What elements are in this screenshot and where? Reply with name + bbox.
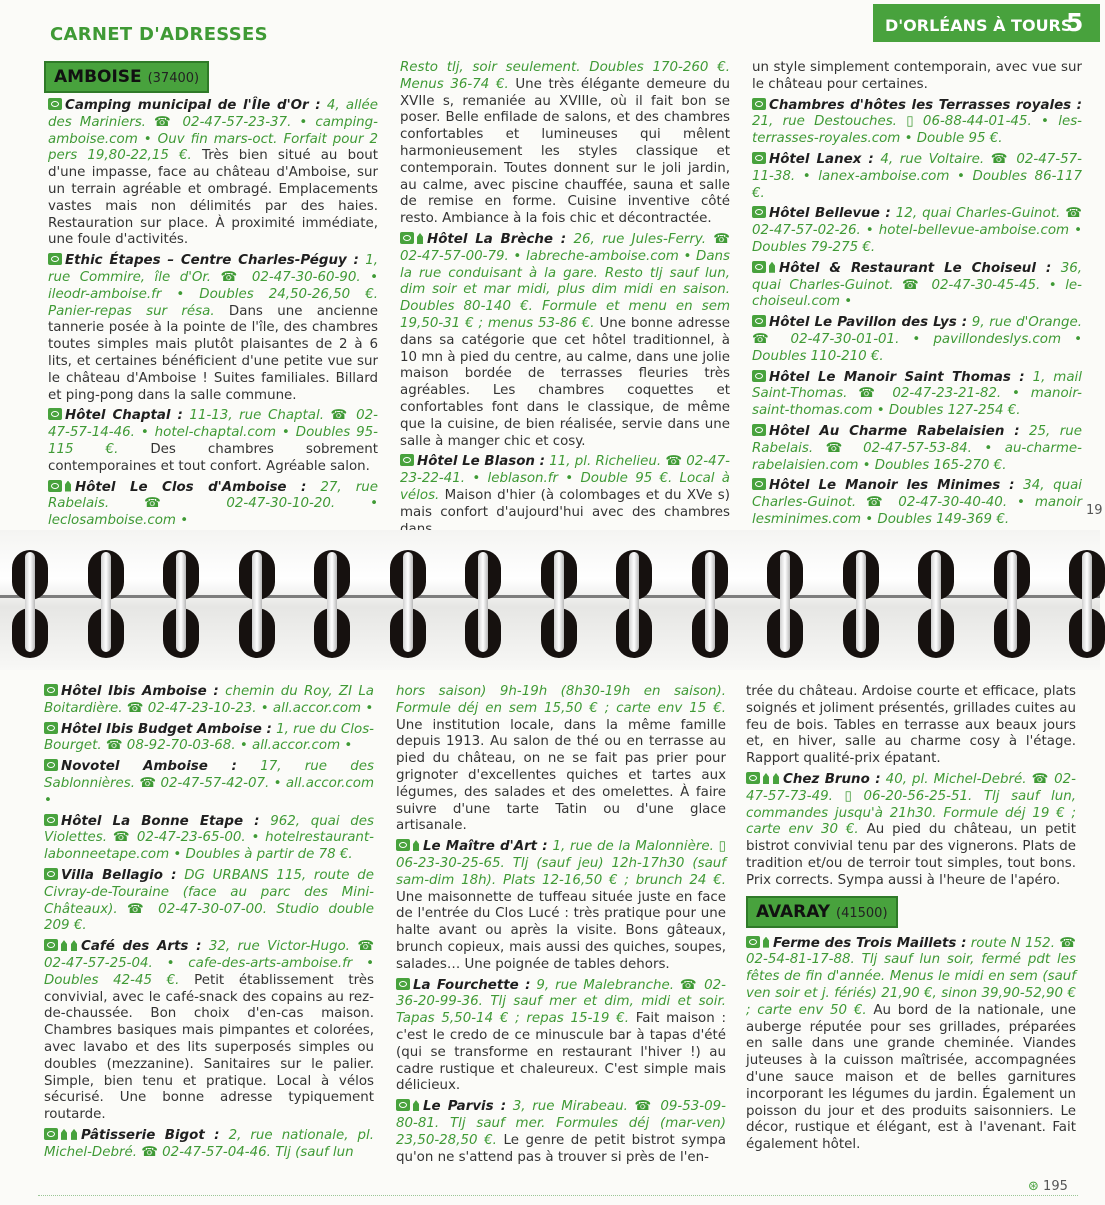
entry-description: Au bord de la nationale, une auberge réputée pour ses grillades, préparées en salle dans une grande cheminée. Viandes juteuses à la cuisson maîtrisée, accompagnées d'une sauce maison et de belles garnitures incorporant les légumes du jardin. Également un poisson du jour et des produits saisonniers. Le décor, rustique et élégant, est à l'avenant. Fait également hôtel. xyxy=(746,1002,1076,1153)
address-entry xyxy=(400,60,730,228)
address-entry xyxy=(44,1128,374,1162)
hotel-icon xyxy=(48,408,62,420)
hotel-icon xyxy=(752,370,766,382)
page-number-side: 19 xyxy=(1086,503,1103,518)
cup-icon xyxy=(61,1129,67,1140)
address-entry xyxy=(746,936,1076,1154)
entry-name: Hôtel Lanex : xyxy=(769,151,874,167)
address-entry xyxy=(752,424,1082,474)
umbrella-icon xyxy=(413,1100,419,1111)
umbrella-icon xyxy=(71,1129,77,1140)
bed-icon xyxy=(44,939,58,951)
address-entry xyxy=(752,206,1082,256)
entry-description: Dans une ancienne tannerie posée à la pointe de l'île, des chambres toutes simples mais plutôt plaisantes de 2 à 6 lits, et certaines bénéficient d'une petite vue sur le château d'Amboise ! Suites familiales. Billard et ping-pong dans la salle commune. xyxy=(48,303,379,403)
entry-info: 17, rue des Sablonnières. ☎ 02-47-57-42-07. • all.accor.com • xyxy=(44,759,374,808)
cup-icon xyxy=(413,840,419,851)
address-entry xyxy=(752,261,1082,311)
entry-info: 4, allée des Mariniers. ☎ 02-47-57-23-37. • camping-amboise.com • Ouv fin mars-oct. Forfait pour 2 pers 19,80-22,15 €. xyxy=(48,98,378,164)
column-4 xyxy=(44,684,374,1166)
entry-name: Villa Bellagio : xyxy=(61,867,177,883)
spiral-ring xyxy=(403,552,413,652)
entry-name: Chambres d'hôtes les Terrasses royales : xyxy=(769,97,1082,113)
entry-description: Des chambres sobrement contemporaines et tout confort. Agréable salon. xyxy=(48,441,378,474)
address-entry xyxy=(44,722,374,756)
column-3 xyxy=(752,60,1082,533)
entry-description: un style simplement contemporain, avec vue sur le château pour certaines. xyxy=(752,60,1082,92)
entry-name: Le Parvis : xyxy=(423,1099,507,1115)
chapter-number: 5 xyxy=(1066,8,1084,37)
lower-page xyxy=(0,680,1100,1205)
entry-name: Le Maître d'Art : xyxy=(423,839,548,855)
spiral-ring xyxy=(327,552,337,652)
entry-description: Une institution locale, dans la même famille depuis 1913. Au salon de thé ou en terrasse au pied du château, on ne se fait pas prier pour grignoter d'excellentes quiches et tartes aux légumes, des salades et des omelettes. À faire suivre d'une tarte Tatin ou d'une glace artisanale. xyxy=(396,717,726,834)
address-entry xyxy=(44,814,374,864)
camping-icon xyxy=(48,98,62,110)
entry-name: Hôtel La Brèche : xyxy=(427,231,567,247)
column-1 xyxy=(48,98,378,534)
restaurant-icon xyxy=(65,481,71,492)
entry-description: Une maisonnette de tuffeau située juste en face de l'entrée du Clos Lucé : très pratique pour une halte avant ou après la visite. Bons gâteaux, brunch copieux, mais aussi des quiches, soupes, salades… Une poignée de tables dehors. xyxy=(396,889,726,972)
column-6-wrapper xyxy=(746,684,1076,1158)
entry-info: hors saison) 9h-19h (8h30-19h en saison). Formule déj en sem 15,50 € ; carte env 15 €. xyxy=(396,684,726,716)
address-entry xyxy=(746,684,1076,768)
address-entry xyxy=(48,408,378,475)
restaurant-icon xyxy=(44,1128,58,1140)
column-2 xyxy=(400,60,730,542)
entry-name: Hôtel Au Charme Rabelaisien : xyxy=(769,423,1020,439)
entry-name: Hôtel Le Blason : xyxy=(417,454,545,470)
entry-info: 1, mail Saint-Thomas. ☎ 02-47-23-21-82. • manoir-saint-thomas.com • Doubles 127-254 €. xyxy=(752,369,1082,419)
umbrella-icon xyxy=(773,773,779,784)
entry-name: La Fourchette : xyxy=(413,977,531,993)
hotel-icon xyxy=(752,206,766,218)
address-entry xyxy=(44,684,374,718)
entry-description: Fait maison : c'est le credo de ce minuscule bar à tapas d'été (qui se transforme en restaurant l'hiver !) au cadre rustique et chaleureux. C'est simple mais délicieux. xyxy=(396,1011,726,1094)
entry-info: 3, rue Mirabeau. ☎ 09-53-09-80-81. Tlj sauf mer. Formules déj (mar-ven) 23,50-28,50 €. xyxy=(396,1099,726,1148)
entry-info: 32, rue Victor-Hugo. ☎ 02-47-57-25-04. • cafe-des-arts-amboise.fr • Doubles 42-45 €. xyxy=(44,939,374,988)
city-heading-amboise xyxy=(44,61,209,93)
entry-name: Camping municipal de l'Île d'Or : xyxy=(65,98,321,113)
entry-name: Hôtel Le Clos d'Amboise : xyxy=(75,479,307,495)
entry-info: 9, rue d'Orange. ☎ 02-47-30-01-01. • pavillondeslys.com • Doubles 110-210 €. xyxy=(752,315,1083,364)
entry-description: Maison d'hier (à colombages et du XVe s) mais confort d'aujourd'hui avec des chambres xyxy=(400,487,730,520)
entry-info: 11, pl. Richelieu. ☎ 02-47-23-22-41. • leblason.fr • Double 95 €. Local à vélos. xyxy=(400,454,731,503)
entry-name: Novotel Amboise : xyxy=(61,759,237,775)
entry-info: 1, rue de la Malonnière. ▯ 06-23-30-25-65. Tlj (sauf jeu) 12h-17h30 (sauf sam-dim 18h). Plats 12-16,50 € ; brunch 24 €. xyxy=(396,839,727,888)
spiral-ring xyxy=(101,552,111,652)
entry-name: Pâtisserie Bigot : xyxy=(81,1127,220,1143)
city-postcode: (41500) xyxy=(836,905,888,921)
entry-info: 12, quai Charles-Guinot. ☎ 02-47-57-02-26. • hotel-bellevue-amboise.com • Doubles 79-275 €. xyxy=(752,206,1082,255)
footer-page xyxy=(1028,1179,1068,1194)
entry-info: 4, rue Voltaire. ☎ 02-47-57-11-38. • lanex-amboise.com • Doubles 86-117 €. xyxy=(752,151,1082,201)
entry-info: 21, rue Destouches. ▯ 06-88-44-01-45. • les-terrasses-royales.com • Double 95 €. xyxy=(752,114,1082,147)
spiral-ring xyxy=(478,552,488,652)
entry-name: Café des Arts : xyxy=(81,939,202,955)
entry-name: Chez Bruno : xyxy=(783,771,881,787)
address-entry xyxy=(752,478,1082,528)
address-entry xyxy=(44,939,374,1124)
restaurant-icon xyxy=(746,772,760,784)
spiral-ring xyxy=(25,552,35,652)
hotel-icon xyxy=(48,253,62,265)
entry-name: Hôtel Ibis Amboise : xyxy=(61,684,219,699)
restaurant-icon xyxy=(396,978,410,990)
city-postcode: (37400) xyxy=(147,71,200,86)
entry-info: 1, rue du Clos-Bourget. ☎ 08-92-70-03-68. • all.accor.com • xyxy=(44,721,374,754)
entry-name: Hôtel Le Pavillon des Lys : xyxy=(769,315,968,331)
spiral-ring xyxy=(931,552,941,652)
hotel-icon xyxy=(752,98,766,110)
column-5 xyxy=(396,684,726,1170)
hotel-icon xyxy=(752,424,766,436)
entry-description: Une bonne adresse dans sa catégorie que cet hôtel traditionnel, à 10 mn à pied du centre, au calme, dans une jolie maison bordée de terrasses fleuries très agréables. Les chambres coquettes et confortables font dans le classique, de même que la cuisine, de bien réalisée, servie dans une salle à manger chic et cosy. xyxy=(400,315,730,449)
hotel-icon xyxy=(752,478,766,490)
hotel-icon xyxy=(752,152,766,164)
entry-info: chemin du Roy, ZI La Boitardière. ☎ 02-47-23-10-23. • all.accor.com • xyxy=(44,684,374,716)
entry-name: Ethic Étapes – Centre Charles-Péguy : xyxy=(65,253,359,269)
entry-info: route N 152. ☎ 02-54-81-17-88. Tlj sauf lun soir, fermé pdt les fêtes de fin d'année. Menus le midi en sem (sauf ven soir et j. fériés) 21,90 €, sinon 39,90-52,90 € ; carte env 50 €. xyxy=(746,935,1076,1018)
spiral-ring xyxy=(705,552,715,652)
hotel-icon xyxy=(44,868,58,880)
entry-info: 1, rue Commire, île d'Or. ☎ 02-47-30-60-90. • ileodr-amboise.fr • Doubles 24,50-26,50 €. Panier-repas sur résa. xyxy=(48,253,378,319)
address-entry xyxy=(44,868,374,935)
wine-icon xyxy=(71,940,77,951)
entry-name: Hôtel Le Manoir les Minimes : xyxy=(769,478,1015,494)
hotel-icon xyxy=(48,480,62,492)
hotel-icon xyxy=(400,454,414,466)
entry-description: Petit établissement très convivial, avec le café-snack des copains au rez-de-chaussée. Bon choix d'en-cas maison. Chambres basiques mais pimpantes et colorées, avec lavabo et des lits superposés simples ou doubles (mezzanine). Sanitaires sur le palier. Simple, bien tenu et pratique. Local à vélos sécurisé. Une bonne adresse typiquement routarde. xyxy=(44,972,375,1123)
entry-info: Resto tlj, soir seulement. Doubles 170-260 €. Menus 36-74 €. xyxy=(400,60,730,92)
address-entry xyxy=(752,152,1082,202)
spiral-ring xyxy=(554,552,564,652)
entry-name: Hôtel La Bonne Etape : xyxy=(61,813,260,829)
hotel-icon xyxy=(44,684,58,696)
entry-info: 36, quai Charles-Guinot. ☎ 02-47-30-45-45. • le-choiseul.com • xyxy=(752,260,1082,310)
restaurant-icon xyxy=(396,839,410,851)
entry-name: Hôtel Le Manoir Saint Thomas : xyxy=(769,369,1025,385)
address-entry xyxy=(752,370,1082,420)
spiral-ring xyxy=(1007,552,1017,652)
upper-page xyxy=(0,50,1103,530)
wine-icon xyxy=(763,773,769,784)
restaurant-icon xyxy=(746,936,760,948)
city-name: AMBOISE xyxy=(54,67,142,87)
entry-description: Très bien situé au bout d'une impasse, face au château d'Amboise, sur un terrain agréable et ombragé. Emplacements vastes mais non délimités par des haies. Restauration sur place. À proximité immédiate, une foule d'activités. xyxy=(48,148,379,248)
entry-info: 11-13, rue Chaptal. ☎ 02-47-57-14-46. • hotel-chaptal.com • Doubles 95-115 €. xyxy=(48,408,379,457)
entry-info: 34, quai Charles-Guinot. ☎ 02-47-30-40-40. • manoir lesminimes.com • Doubles 149-369 €. xyxy=(752,478,1082,527)
footer-rule xyxy=(38,1195,1078,1196)
restaurant-icon xyxy=(61,940,67,951)
spiral-ring xyxy=(629,552,639,652)
entry-info: 2, rue nationale, pl. Michel-Debré. ☎ 02-47-57-04-46. Tlj (sauf lun xyxy=(44,1127,374,1160)
restaurant-icon xyxy=(396,1099,410,1111)
spiral-ring xyxy=(1082,552,1092,652)
hotel-icon xyxy=(44,759,58,771)
city-name: AVARAY xyxy=(756,901,831,922)
spiral-ring xyxy=(780,552,790,652)
spiral-ring xyxy=(176,552,186,652)
chapter-title: D'ORLÉANS À TOURS xyxy=(885,16,1073,35)
hotel-icon xyxy=(752,261,766,273)
hotel-icon xyxy=(752,315,766,327)
address-entry xyxy=(48,98,378,249)
address-entry xyxy=(396,839,726,973)
column-6 xyxy=(746,684,1076,890)
hotel-icon xyxy=(400,232,414,244)
spiral-ring xyxy=(252,552,262,652)
bike-icon: ⊛ xyxy=(1028,1179,1039,1194)
hotel-icon xyxy=(763,937,769,948)
entry-name: Hôtel & Restaurant Le Choiseul : xyxy=(779,260,1052,276)
address-entry xyxy=(746,772,1076,890)
address-entry xyxy=(400,232,730,450)
entry-description: Le genre de petit bistrot sympa qu'on ne s'attend pas à trouver si près de l'en- xyxy=(396,1132,726,1165)
column-6-avaray xyxy=(746,936,1076,1154)
address-entry xyxy=(400,454,730,538)
entry-info: 27, rue Rabelais. ☎ 02-47-30-10-20. • leclosamboise.com • xyxy=(48,479,378,529)
restaurant-icon xyxy=(417,233,423,244)
entry-name: Ferme des Trois Maillets : xyxy=(773,935,967,951)
entry-info: 40, pl. Michel-Debré. ☎ 02-47-57-73-49. ▯ 06-20-56-25-51. Tlj sauf lun, commandes jusqu'à 21h30. Formule déj 19 € ; carte env 30 €. xyxy=(746,771,1076,838)
chapter-banner xyxy=(873,4,1100,42)
entry-name: Hôtel Bellevue : xyxy=(769,206,891,222)
address-entry xyxy=(752,60,1082,94)
spiral-ring xyxy=(856,552,866,652)
address-entry xyxy=(48,480,378,530)
entry-name: Hôtel Ibis Budget Amboise : xyxy=(61,721,272,737)
address-entry xyxy=(752,315,1082,365)
entry-info: 26, rue Jules-Ferry. ☎ 02-47-57-00-79. • labreche-amboise.com • Dans la rue conduisant à la gare. Resto tlj sauf lun, dim soir et mar midi, plus dim midi en saison. Doubles 80-140 €. Formule et menu en sem 19,50-31 € ; menus 53-86 €. xyxy=(400,231,730,331)
city-heading-avaray xyxy=(746,896,1076,928)
address-entry xyxy=(396,978,726,1096)
entry-info: 9, rue Malebranche. ☎ 02-36-20-99-36. Tlj sauf mer et dim, midi et soir. Tapas 5,50-14 € ; repas 15-19 €. xyxy=(396,977,726,1027)
page-number: 195 xyxy=(1043,1179,1068,1194)
entry-description: Une très élégante demeure du XVIIe s, remaniée au XVIIIe, où il fait bon se poser. Belle enfilade de salons, et des chambres confortables et lumineuses qui mêlent harmonieusement les styles classique et contemporain. Toutes donnent sur le joli jardin, au calme, avec piscine chauffée, sauna et salle de remise en forme. Cuisine inventive côté resto. Ambiance à la fois chic et décontractée. xyxy=(400,76,730,227)
restaurant-icon xyxy=(769,262,775,273)
address-entry xyxy=(44,759,374,809)
entry-description: Au pied du château, un petit bistrot convivial tenu par des vignerons. Plats de tradition et/ou de terroir tout simples, tout bons. Prix corrects. Sympa aussi à l'heure de l'apéro. xyxy=(746,822,1076,888)
address-entry xyxy=(48,253,378,404)
spiral-binding xyxy=(0,530,1100,670)
hotel-icon xyxy=(44,814,58,826)
entry-info: DG URBANS 115, route de Civray-de-Touraine (face au parc des Mini-Châteaux). ☎ 02-47-30-07-00. Studio double 209 €. xyxy=(44,867,374,934)
entry-info: 962, quai des Violettes. ☎ 02-47-23-65-00. • hotelrestaurant-labonneetape.com • Doubles à partir de 78 €. xyxy=(44,813,374,863)
address-entry xyxy=(396,684,726,835)
entry-info: 25, rue Rabelais. ☎ 02-47-57-53-84. • au-charme-rabelaisien.com • Doubles 165-270 €. xyxy=(752,423,1082,473)
entry-description: trée du château. Ardoise courte et efficace, plats soignés et joliment présentés, grillades cuites au feu de bois. Tables en terrasse aux beaux jours et, en hiver, salle au charme cosy à l'étage. Rapport qualité-prix épatant. xyxy=(746,684,1076,767)
hotel-icon xyxy=(44,722,58,734)
address-entry xyxy=(752,98,1082,148)
entry-name: Hôtel Chaptal : xyxy=(65,408,183,424)
section-title: CARNET D'ADRESSES xyxy=(50,24,268,45)
address-entry xyxy=(396,1099,726,1166)
